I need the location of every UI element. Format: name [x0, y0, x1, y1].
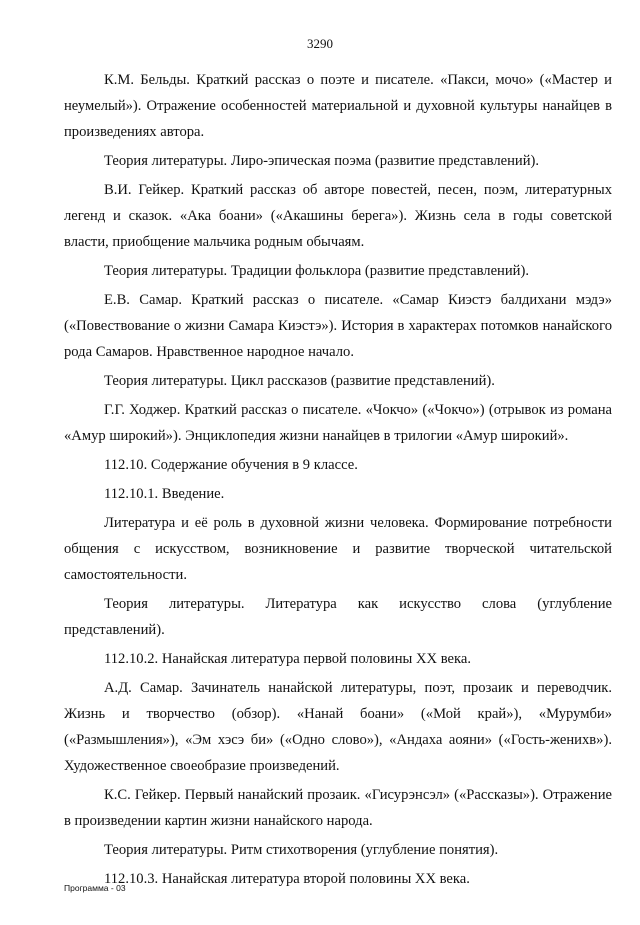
paragraph-khodzher: Г.Г. Ходжер. Краткий рассказ о писателе. «Чокчо» («Чокчо») (отрывок из романа «Амур широкий»). Энциклопедия жизни нанайцев в трилогии «Амур широкий». — [64, 402, 612, 444]
paragraph-theory-folklore: Теория литературы. Традиции фольклора (развитие представлений). — [104, 263, 529, 279]
section-heading-second-half: 112.10.3. Нанайская литература второй половины XX века. — [104, 871, 470, 887]
paragraph-theory-poem: Теория литературы. Лиро-эпическая поэма (развитие представлений). — [104, 153, 540, 169]
document-body — [64, 67, 612, 895]
paragraph-beldy: К.М. Бельды. Краткий рассказ о поэте и писателе. «Пакси, мочо» («Мастер и неумелый»). Отражение особенностей материальной и духовной культуры нанайцев в произведениях автора. — [64, 72, 612, 140]
section-heading-introduction: 112.10.1. Введение. — [104, 486, 225, 502]
paragraph-samar-ev: Е.В. Самар. Краткий рассказ о писателе. «Самар Киэстэ балдихани мэдэ» («Повествование о жизни Самара Киэстэ»). История в характерах потомков нанайского рода Самаров. Нравственное народное начало. — [64, 292, 612, 360]
paragraph-theory-art-of-word: Теория литературы. Литература как искусство слова (углубление представлений). — [64, 596, 612, 638]
paragraph-samar-ad: А.Д. Самар. Зачинатель нанайской литературы, поэт, прозаик и переводчик. Жизнь и творчество (обзор). «Нанай боани» («Мой край»), «Мурумби» («Размышления»), «Эм хэсэ би» («Одно слово»), «Андаха аояни» («Гость-женихв»). Художественное своеобразие произведений. — [64, 680, 612, 774]
footer-label: Программа - 03 — [64, 883, 126, 893]
page-number: 3290 — [307, 36, 333, 51]
paragraph-geiker-ks: К.С. Гейкер. Первый нанайский прозаик. «Гисурэнсэл» («Рассказы»). Отражение в произведении картин жизни нанайского народа. — [64, 787, 612, 829]
paragraph-theory-rhythm: Теория литературы. Ритм стихотворения (углубление понятия). — [104, 842, 499, 858]
section-heading-first-half: 112.10.2. Нанайская литература первой половины XX века. — [104, 651, 471, 667]
section-heading-grade-9: 112.10. Содержание обучения в 9 классе. — [104, 457, 358, 473]
paragraph-theory-cycle: Теория литературы. Цикл рассказов (развитие представлений). — [104, 373, 495, 389]
paragraph-literature-role: Литература и её роль в духовной жизни человека. Формирование потребности общения с искусством, возникновение и развитие творческой читательской самостоятельности. — [64, 515, 612, 583]
paragraph-geiker: В.И. Гейкер. Краткий рассказ об авторе повестей, песен, поэм, литературных легенд и сказок. «Ака боани» («Акашины берега»). Жизнь села в годы советской власти, приобщение мальчика родным обычаям. — [64, 182, 612, 250]
